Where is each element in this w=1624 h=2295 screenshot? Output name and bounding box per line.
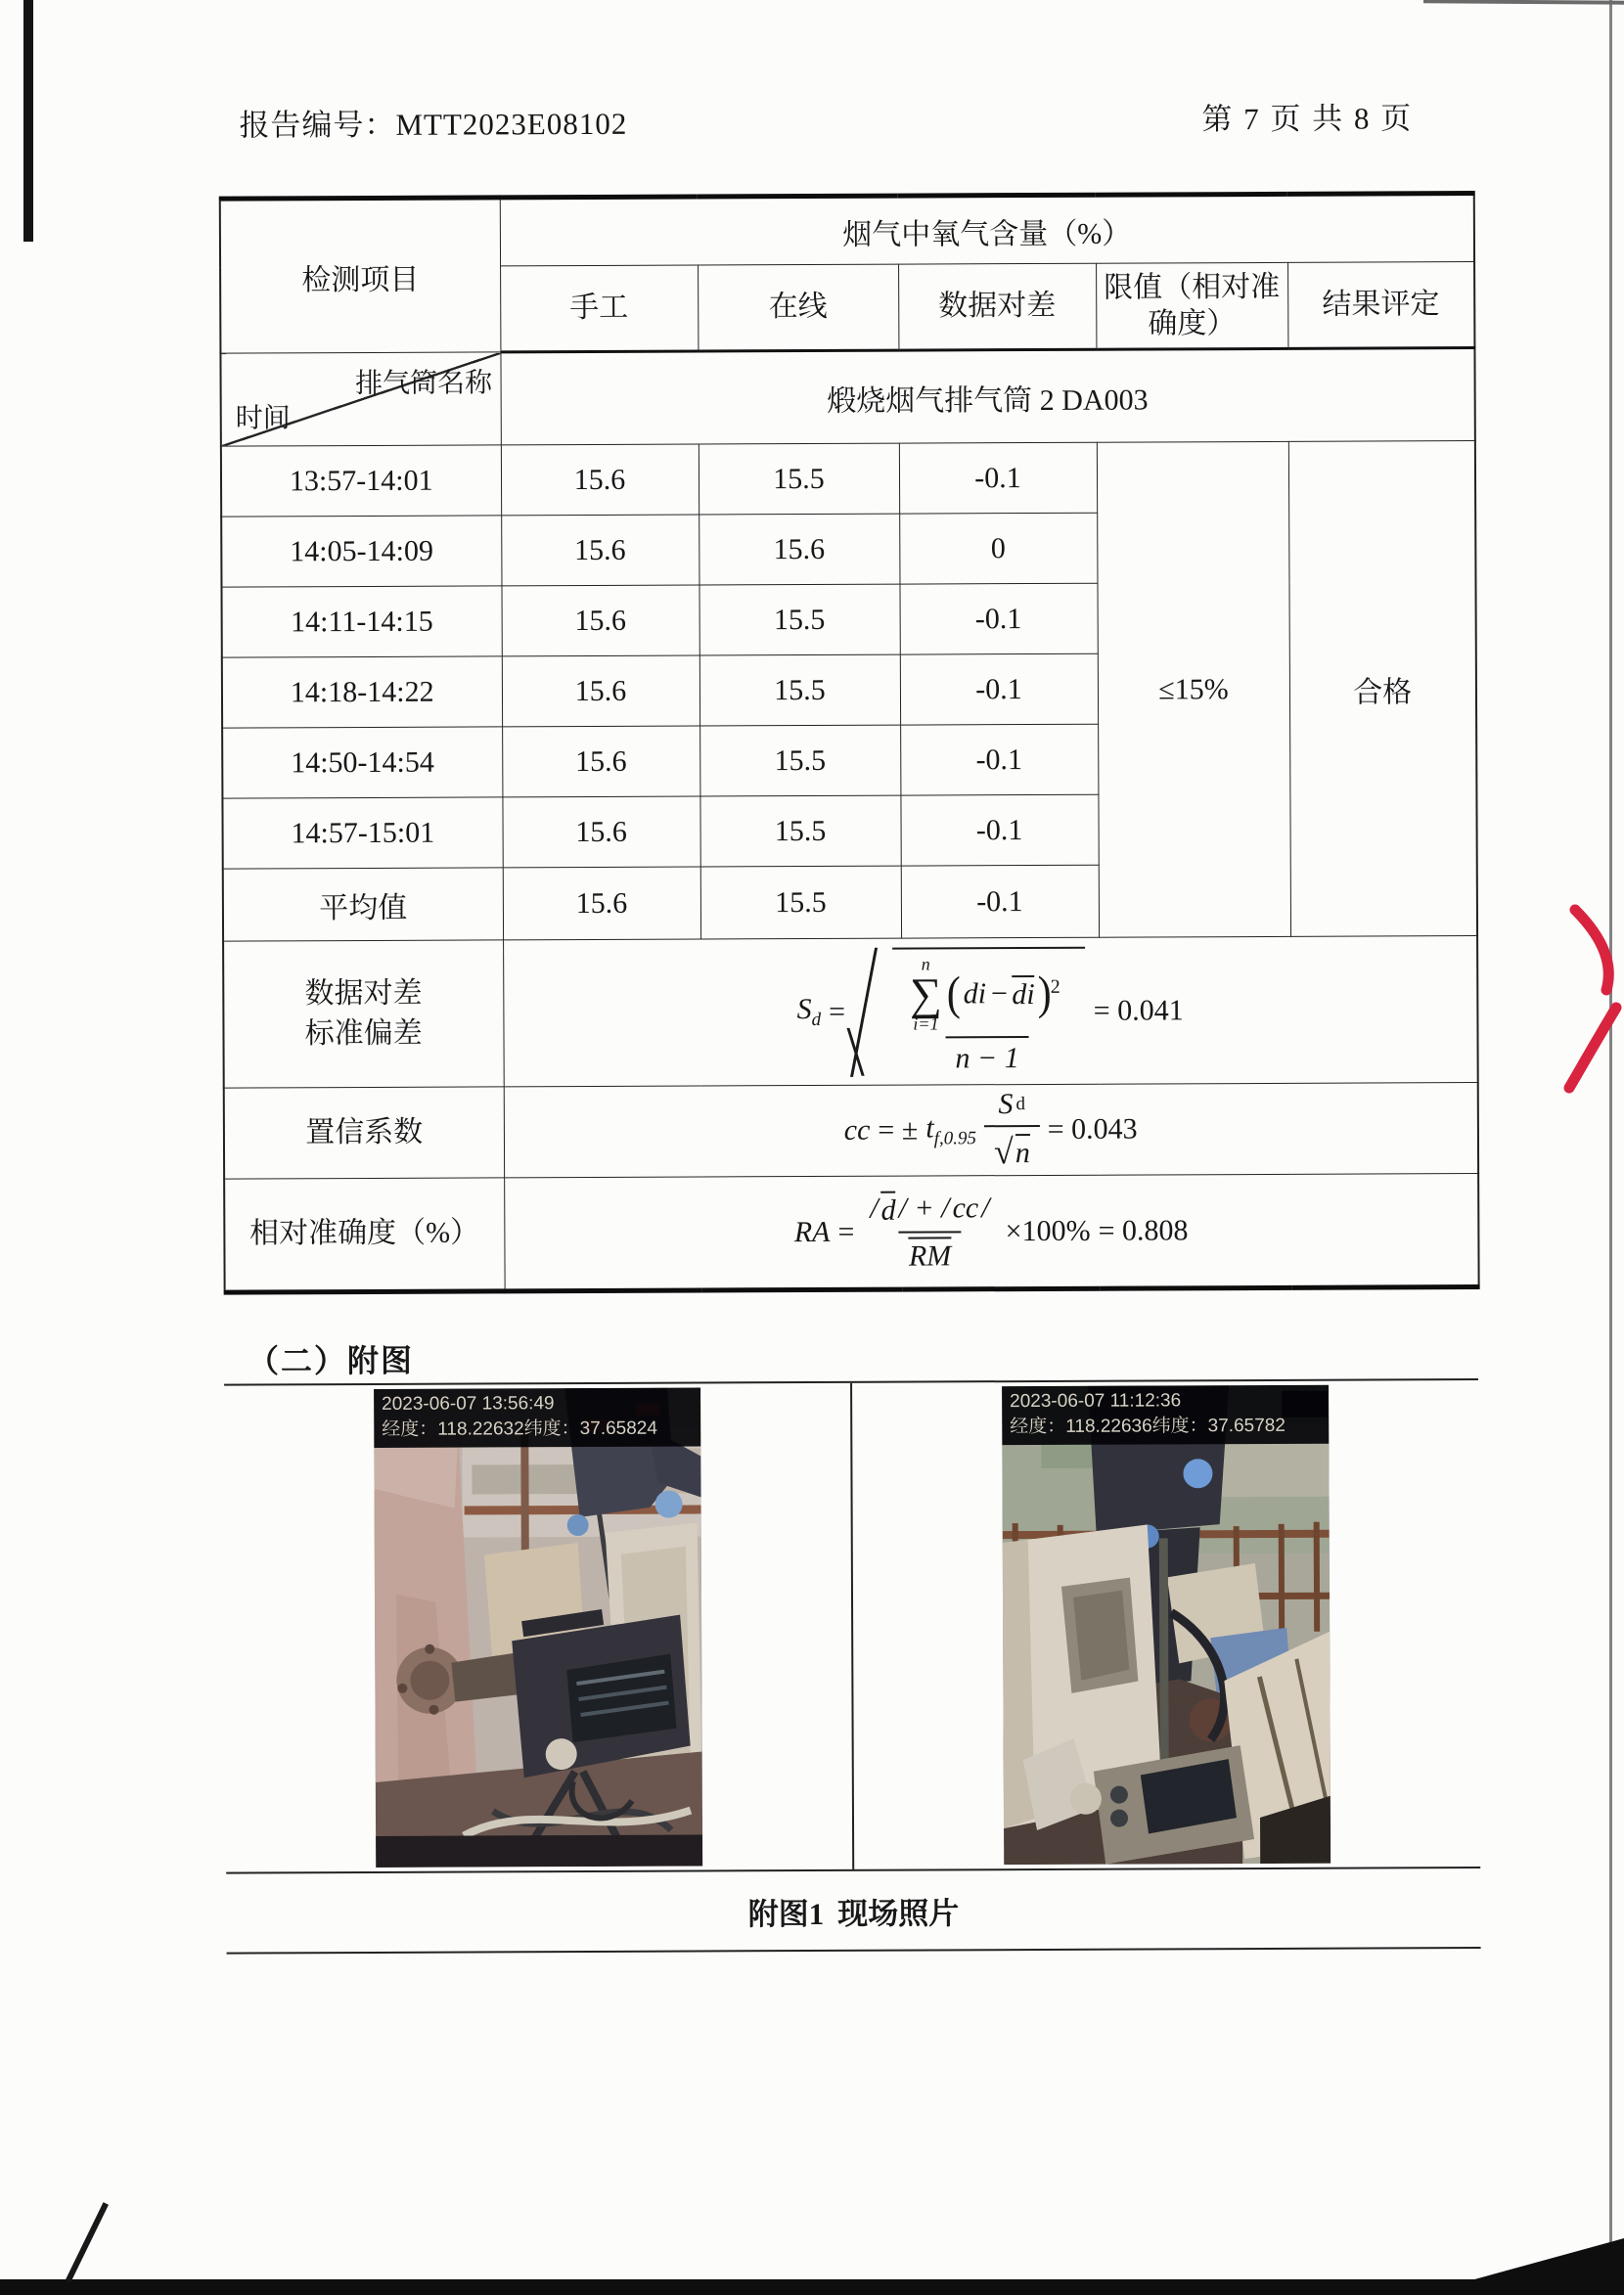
cell-online: 15.5 [699,584,899,655]
cell-manual: 15.6 [501,515,699,586]
header-result: 结果评定 [1287,262,1474,349]
photo-cell-right [850,1380,1480,1869]
cell-time: 平均值 [223,868,503,941]
cell-online: 15.5 [699,795,900,867]
header-diff: 数据对差 [898,263,1096,350]
stack-name: 煅烧烟气排气筒 2 DA003 [500,348,1474,445]
cell-diff: 0 [899,513,1097,584]
formula-cc-cell [504,1083,1478,1178]
header-online: 在线 [698,264,898,351]
cell-diff: -0.1 [900,794,1098,866]
formula-cc: cc = ± $t_{f,0.95}$ S d √ n = 0.043 [843,1088,1138,1172]
summation: n ∑ i=1 [909,954,942,1034]
label-cc: 置信系数 [224,1087,504,1179]
measurement-table [219,191,1480,1295]
stack-name-row [220,348,1474,447]
photo-row [224,1378,1480,1874]
photo-2-overlay [1002,1385,1329,1445]
cell-manual: 15.6 [503,867,700,940]
photo-2-gps: 经度：118.22636纬度：37.65782 [1010,1415,1286,1438]
formula-sd [504,945,1477,1078]
site-photo-2-illustration [1002,1385,1331,1865]
cell-diff: -0.1 [899,442,1097,514]
radical: n ∑ i=1 ( di − di ) $^2$ n − 1 [892,946,1086,1076]
site-photo-1 [374,1387,702,1867]
result-value: 合格 [1288,441,1477,937]
cell-time: 14:50-14:54 [222,727,502,798]
diagonal-label-stack: 排气筒名称 [355,368,493,400]
figure-caption-text: 现场照片 [837,1895,960,1931]
diagonal-header-cell [220,352,500,446]
photo-1-timestamp: 2023-06-07 13:56:49 [382,1393,555,1415]
cell-manual: 15.6 [501,444,699,516]
cell-diff: -0.1 [899,583,1097,654]
limit-value: ≤15% [1097,441,1290,937]
cell-diff: -0.1 [900,653,1098,725]
formula-row-cc [224,1083,1478,1180]
formula-sd-cell [503,936,1478,1087]
cell-time: 14:11-14:15 [221,586,501,657]
label-sd-line2: 标准偏差 [304,1016,423,1050]
label-sd-line1: 数据对差 [304,976,423,1011]
report-number: 报告编号：MTT2023E08102 [239,106,628,143]
photo-1-overlay [374,1387,700,1447]
equals-sign: = [829,995,846,1028]
formula-ra-cell [504,1174,1479,1291]
label-ra: 相对准确度（%） [224,1178,505,1292]
cell-manual: 15.6 [502,655,699,727]
formula-ra: RA = / d / + / cc / RM ×100% = 0.808 [793,1192,1189,1273]
photo-cell-left [224,1383,852,1872]
cell-diff: -0.1 [900,724,1098,795]
cell-online: 15.5 [699,725,900,796]
cell-time: 14:57-15:01 [222,797,502,869]
table-row [221,441,1475,518]
scan-edge-topleft [23,0,33,242]
cell-online: 15.5 [699,654,900,726]
table-header-row-1 [220,194,1474,268]
figure-caption [226,1868,1480,1955]
cell-diff: -0.1 [901,865,1099,938]
scan-edge-right [1609,0,1612,2295]
header-item: 检测项目 [220,198,501,353]
header-limit: 限值（相对准确度） [1096,262,1287,349]
cell-online: 15.5 [700,866,901,939]
diagonal-label-time: 时间 [235,403,291,434]
cell-manual: 15.6 [502,796,699,868]
appendix-heading: （二）附图 [247,1342,415,1379]
photo-table [224,1378,1481,1955]
photo-2-timestamp: 2023-06-07 11:12:36 [1010,1390,1182,1413]
sd-result: = 0.041 [1093,993,1184,1027]
cc-result: = 0.043 [1047,1112,1138,1146]
ra-result: = 0.808 [1098,1213,1189,1247]
cell-time: 13:57-14:01 [221,445,501,517]
var-t: $t_{f,0.95}$ [925,1110,976,1148]
site-photo-2 [1002,1385,1331,1865]
label-sd [223,940,504,1088]
cell-online: 15.5 [699,443,899,515]
var-sd: $S_d$ [796,993,822,1031]
cell-time: 14:05-14:09 [221,516,501,587]
cell-manual: 15.6 [502,726,699,797]
formula-row-ra [224,1174,1479,1293]
header-oxygen-group: 烟气中氧气含量（%） [500,194,1474,266]
cell-manual: 15.6 [501,585,699,656]
site-photo-1-illustration [374,1387,702,1867]
scan-edge-bottom [0,2279,1624,2295]
red-pen-mark [1552,898,1624,1102]
cell-online: 15.6 [699,514,899,585]
figure-caption-prefix: 附图1 [747,1896,825,1931]
header-manual: 手工 [500,265,698,352]
formula-row-sd [223,936,1478,1089]
cell-time: 14:18-14:22 [222,656,502,728]
page-number: 第 7 页 共 8 页 [1201,101,1414,137]
photo-1-gps: 经度：118.22632纬度：37.65824 [382,1418,657,1440]
